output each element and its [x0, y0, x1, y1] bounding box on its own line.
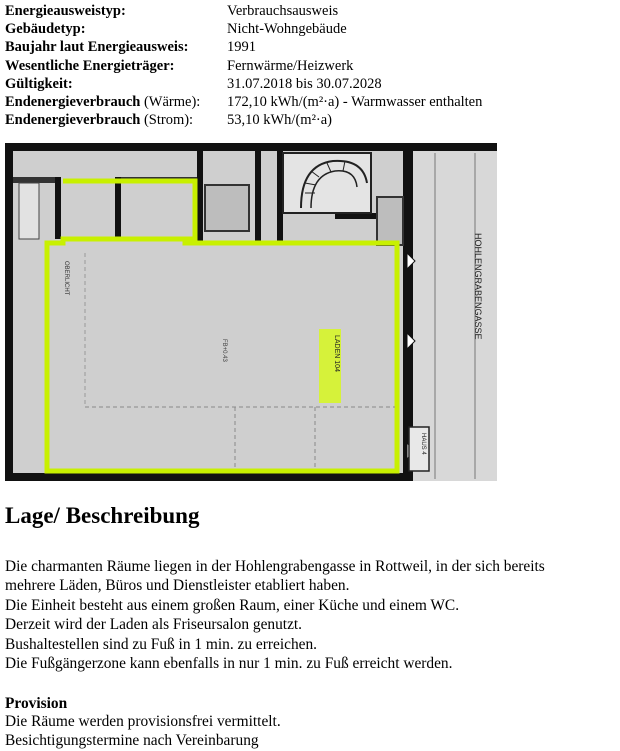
row-label: Gebäudetyp: — [5, 21, 86, 38]
plan-wall — [5, 143, 13, 481]
row-label: Endenergieverbrauch — [5, 112, 141, 129]
description-line: Die charmanten Räume liegen in der Hohlengrabengasse in Rottweil, in der sich bereits — [5, 558, 545, 575]
description-line: Die Einheit besteht aus einem großen Raum, einer Küche und einem WC. — [5, 596, 460, 614]
plan-street-label: HOHLENGRABENGASSE — [473, 233, 483, 340]
row-label: Wesentliche Energieträger: — [5, 57, 175, 74]
plan-door-label: HAUS 4 — [420, 433, 426, 455]
plan-wall — [5, 143, 497, 151]
plan-side-label: OBERLICHT — [63, 261, 69, 296]
row-label: Baujahr laut Energieausweis: — [5, 39, 189, 56]
description — [5, 557, 545, 673]
floor-plan-drawing — [5, 143, 497, 481]
floor-plan-image — [5, 143, 497, 481]
row-label: Gültigkeit: — [5, 75, 73, 92]
row-label-extra: (Strom): — [140, 112, 194, 129]
energy-row — [5, 75, 482, 93]
plan-unit-label: LADEN 104 — [333, 335, 340, 372]
row-value: 53,10 kWh/(m²·a) — [227, 112, 333, 129]
plan-wall — [5, 473, 415, 481]
provision-line: Besichtigungstermine nach Vereinbarung — [5, 732, 259, 750]
row-label-extra: (Wärme): — [140, 94, 201, 111]
description-line: Derzeit wird der Laden als Friseursalon genutzt. — [5, 616, 303, 634]
energy-row — [5, 38, 482, 56]
row-label: Endenergieverbrauch — [5, 94, 141, 111]
energy-row — [5, 20, 482, 38]
provision-title: Provision — [5, 695, 68, 712]
provision-text — [5, 712, 281, 751]
description-line: mehrere Läden, Büros und Dienstleister etabliert haben. — [5, 577, 350, 595]
description-line: Bushaltestellen sind zu Fuß in 1 min. zu erreichen. — [5, 635, 318, 653]
description-line: Die Fußgängerzone kann ebenfalls in nur 1 min. zu Fuß erreicht werden. — [5, 655, 453, 673]
plan-room-label: FB+0.43 — [221, 339, 227, 362]
row-value: Nicht-Wohngebäude — [227, 21, 347, 38]
row-value: 172,10 kWh/(m²·a) - Warmwasser enthalten — [227, 94, 483, 111]
energy-certificate-table — [5, 2, 482, 129]
row-value: Fernwärme/Heizwerk — [227, 57, 354, 74]
section-title: Lage/ Beschreibung — [5, 503, 200, 528]
energy-row — [5, 111, 482, 129]
plan-shaft — [205, 185, 249, 231]
energy-row — [5, 2, 482, 20]
provision-line: Die Räume werden provisionsfrei vermittelt. — [5, 713, 281, 730]
row-value: Verbrauchsausweis — [227, 3, 339, 19]
energy-row — [5, 57, 482, 75]
row-label: Energieausweistyp: — [5, 3, 126, 19]
row-value: 1991 — [227, 39, 256, 56]
energy-row — [5, 93, 482, 111]
row-value: 31.07.2018 bis 30.07.2028 — [227, 75, 382, 92]
